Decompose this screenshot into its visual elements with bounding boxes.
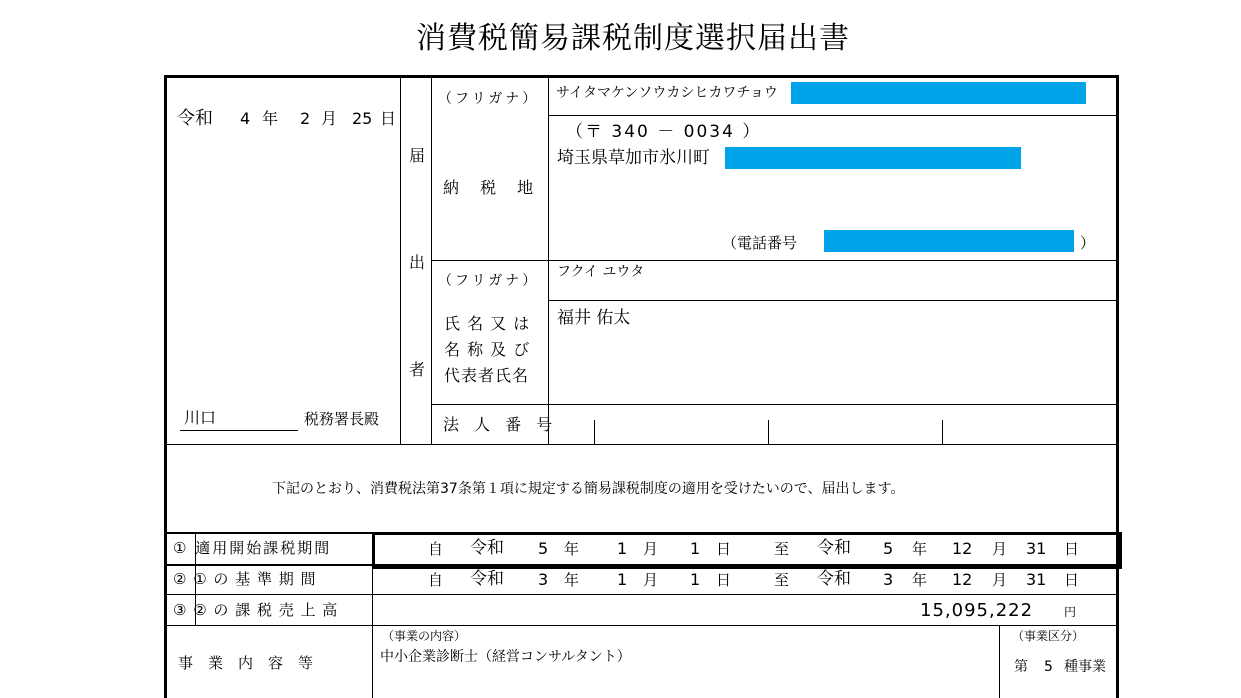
name-furigana-label: （フリガナ） — [438, 273, 540, 289]
business-content-label: （事業の内容） — [382, 629, 467, 643]
name-label-line-2: 名 称 及 び — [444, 340, 531, 359]
row-label: ② ① の 基 準 期 間 — [173, 570, 317, 588]
business-category-suffix: 種事業 — [1064, 659, 1106, 675]
submitter-label-1: 届 — [409, 146, 426, 165]
redaction-bar — [824, 230, 1074, 252]
row-label: ① 適用開始課税期間 — [173, 539, 332, 557]
sales-value: 15,095,222 — [920, 600, 1034, 621]
name-value: 福井 佑太 — [557, 308, 631, 328]
corporate-number-label: 法 人 番 号 — [443, 415, 558, 434]
name-label-line-1: 氏 名 又 は — [444, 314, 531, 333]
sales-label: ③ ② の 課 税 売 上 高 — [173, 601, 339, 619]
statement-text: 下記のとおり、消費税法第37条第１項に規定する簡易課税制度の適用を受けたいので、届出します。 — [272, 481, 905, 497]
business-label: 事 業 内 容 等 — [178, 654, 314, 672]
address-text: 埼玉県草加市氷川町 — [557, 148, 710, 168]
tax-office-suffix: 税務署長殿 — [304, 410, 380, 428]
submitter-label-3: 者 — [409, 360, 426, 379]
name-furigana: フクイ ユウタ — [557, 264, 645, 280]
form-title: 消費税簡易課税制度選択届出書 — [416, 21, 850, 56]
furigana-label: （フリガナ） — [438, 91, 540, 107]
business-category-value: 5 — [1044, 659, 1053, 675]
phone-label: （電話番号 — [722, 234, 798, 252]
address-label: 納 税 地 — [443, 178, 542, 197]
business-category-label: （事業区分） — [1012, 629, 1085, 643]
submitter-label-2: 出 — [409, 253, 426, 272]
phone-close: ） — [1080, 234, 1096, 252]
address-furigana: サイタマケンソウカシヒカワチョウ — [556, 85, 778, 101]
postal-code: （〒 340 － 0034 ） — [566, 122, 762, 142]
sales-unit: 円 — [1064, 605, 1077, 619]
redaction-bar — [725, 147, 1021, 169]
name-label-line-3: 代表者氏名 — [444, 366, 530, 385]
redaction-bar — [791, 82, 1086, 104]
business-category-prefix: 第 — [1014, 659, 1028, 675]
business-content: 中小企業診断士（経営コンサルタント） — [380, 649, 631, 665]
tax-office-name: 川口 — [184, 408, 217, 427]
